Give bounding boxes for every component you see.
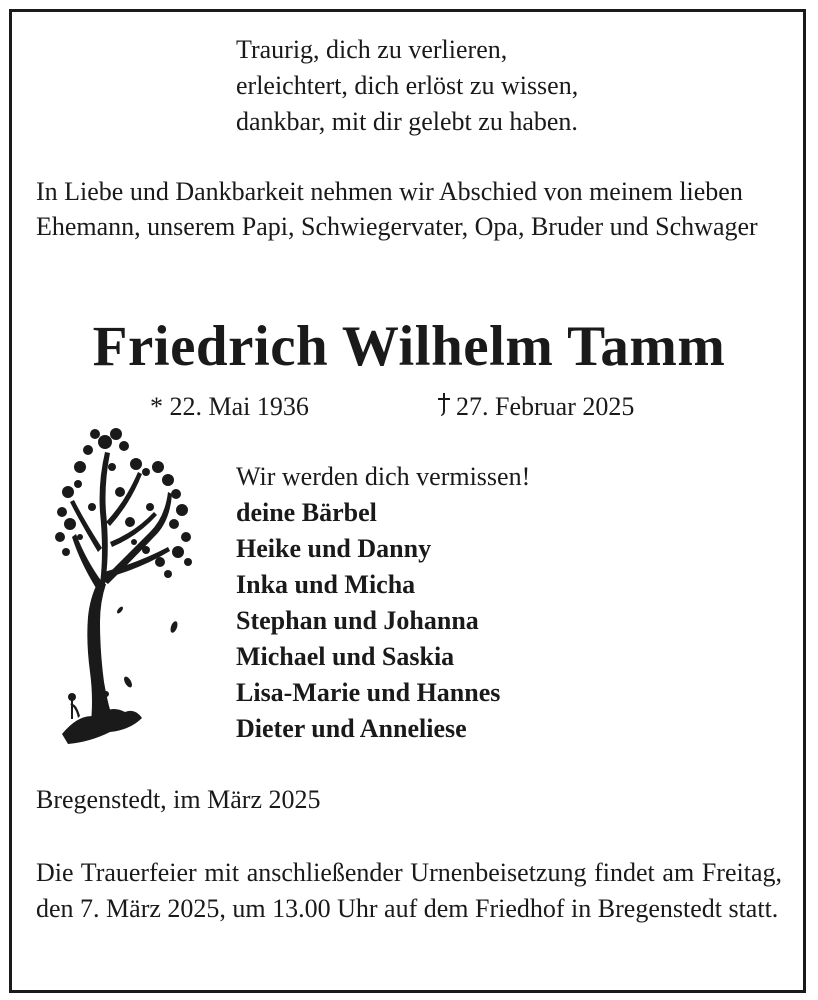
poem-line: erleichtert, dich erlöst zu wissen, bbox=[236, 71, 579, 100]
signer-name: Dieter und Anneliese bbox=[236, 714, 467, 743]
death-date: 27. Februar 2025 bbox=[456, 392, 635, 421]
farewell-line: Wir werden dich vermissen! bbox=[236, 462, 531, 491]
birth-date: * 22. Mai 1936 bbox=[150, 392, 309, 421]
place-date: Bregenstedt, im März 2025 bbox=[36, 785, 321, 814]
tree-icon bbox=[50, 412, 200, 752]
poem-line: dankbar, mit dir gelebt zu haben. bbox=[236, 107, 578, 136]
ceremony-info: Die Trauerfeier mit anschließender Urnenbeisetzung findet am Freitag, den 7. März 2025, um 13.00 Uhr auf dem Friedhof in Bregenstedt statt. bbox=[36, 858, 782, 923]
family-signers bbox=[236, 459, 530, 747]
signer-name: Michael und Saskia bbox=[236, 642, 455, 671]
deceased-name: Friedrich Wilhelm Tamm bbox=[92, 315, 726, 378]
signer-name: Inka und Micha bbox=[236, 570, 416, 599]
signer-name: Lisa-Marie und Hannes bbox=[236, 678, 501, 707]
signer-name: Heike und Danny bbox=[236, 534, 432, 563]
cross-icon bbox=[436, 391, 452, 426]
signer-name: Stephan und Johanna bbox=[236, 606, 479, 635]
signer-name: deine Bärbel bbox=[236, 498, 377, 527]
intro-text: In Liebe und Dankbarkeit nehmen wir Abschied von meinem lieben Ehemann, unserem Papi, Schwiegervater, Opa, Bruder und Schwager bbox=[36, 177, 758, 241]
poem bbox=[236, 32, 578, 140]
death-line bbox=[436, 390, 634, 426]
poem-line: Traurig, dich zu verlieren, bbox=[236, 35, 508, 64]
